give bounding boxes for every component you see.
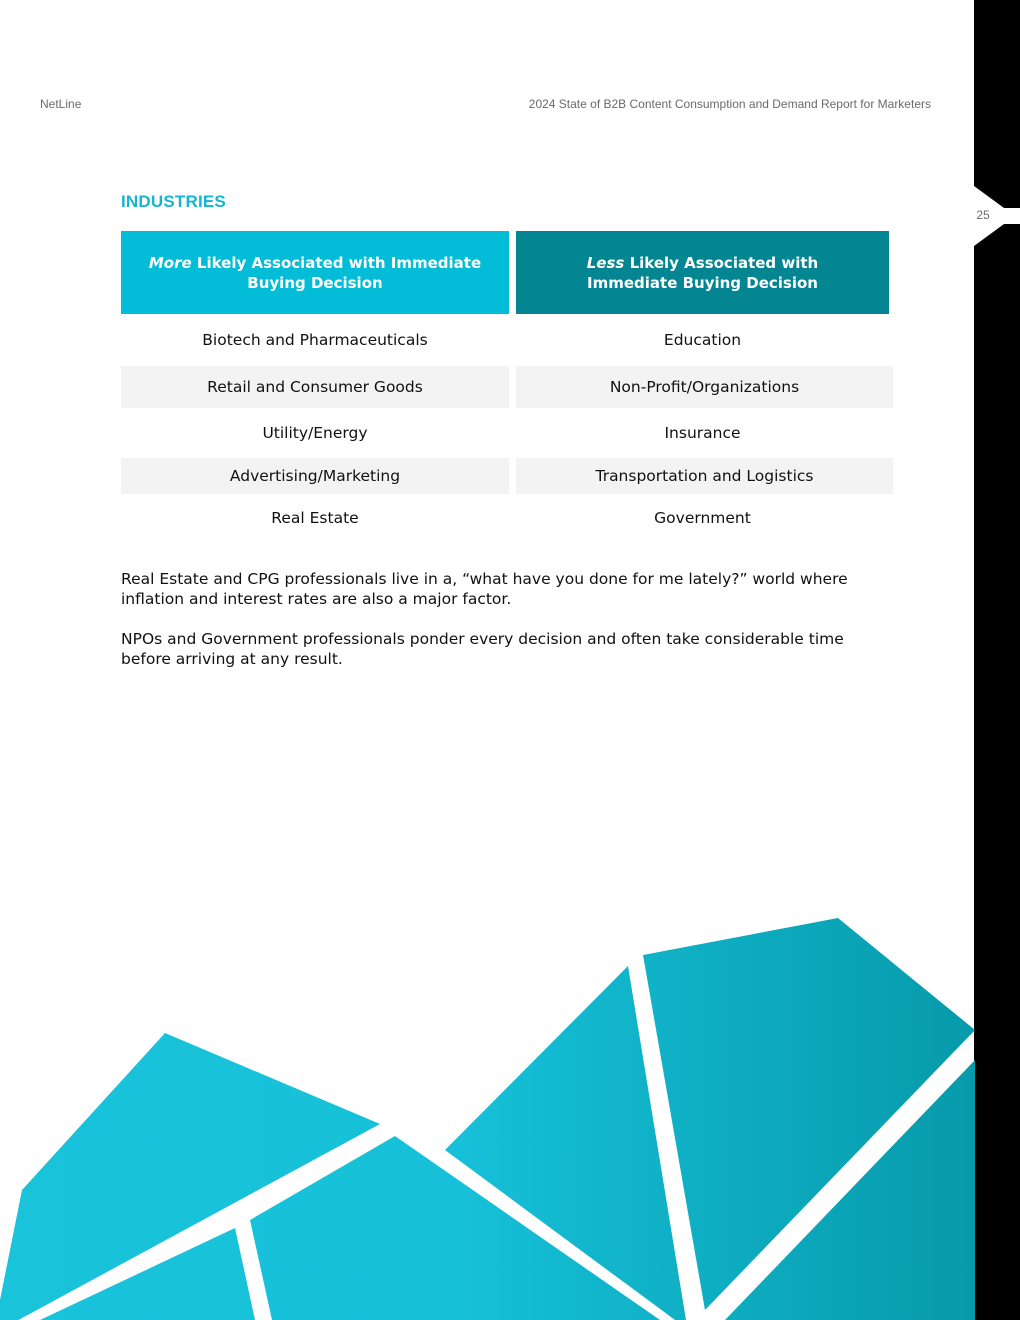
table-cell-more-likely: Retail and Consumer Goods	[121, 366, 509, 408]
column-header-text: Likely Associated with Immediate Buying Decision	[587, 253, 819, 292]
brand-name: NetLine	[40, 97, 82, 111]
section-title: INDUSTRIES	[121, 192, 226, 211]
report-title: 2024 State of B2B Content Consumption and Demand Report for Marketers	[528, 97, 931, 111]
table-cell-more-likely: Utility/Energy	[262, 424, 368, 442]
body-paragraph: NPOs and Government professionals ponder every decision and often take considerable time before arriving at any result.	[121, 630, 844, 668]
table-cell-more-likely: Advertising/Marketing	[121, 458, 509, 494]
page-number: 25	[976, 208, 990, 222]
table-cell-less-likely: Transportation and Logistics	[516, 458, 893, 494]
table-cell-less-likely: Education	[663, 331, 742, 349]
table-cell-more-likely: Biotech and Pharmaceuticals	[202, 331, 428, 349]
table-cell-less-likely: Non-Profit/Organizations	[516, 366, 893, 408]
body-paragraph: Real Estate and CPG professionals live in a, “what have you done for me lately?” world where inflation and interest rates are also a major factor.	[121, 570, 848, 608]
column-header-emphasis: More	[148, 253, 192, 272]
column-header-emphasis: Less	[586, 253, 625, 272]
table-cell-less-likely: Insurance	[664, 424, 741, 442]
table-cell-more-likely: Real Estate	[271, 509, 359, 527]
table-cell-less-likely: Government	[654, 509, 751, 527]
column-header-text: Likely Associated with Immediate Buying Decision	[191, 253, 482, 292]
